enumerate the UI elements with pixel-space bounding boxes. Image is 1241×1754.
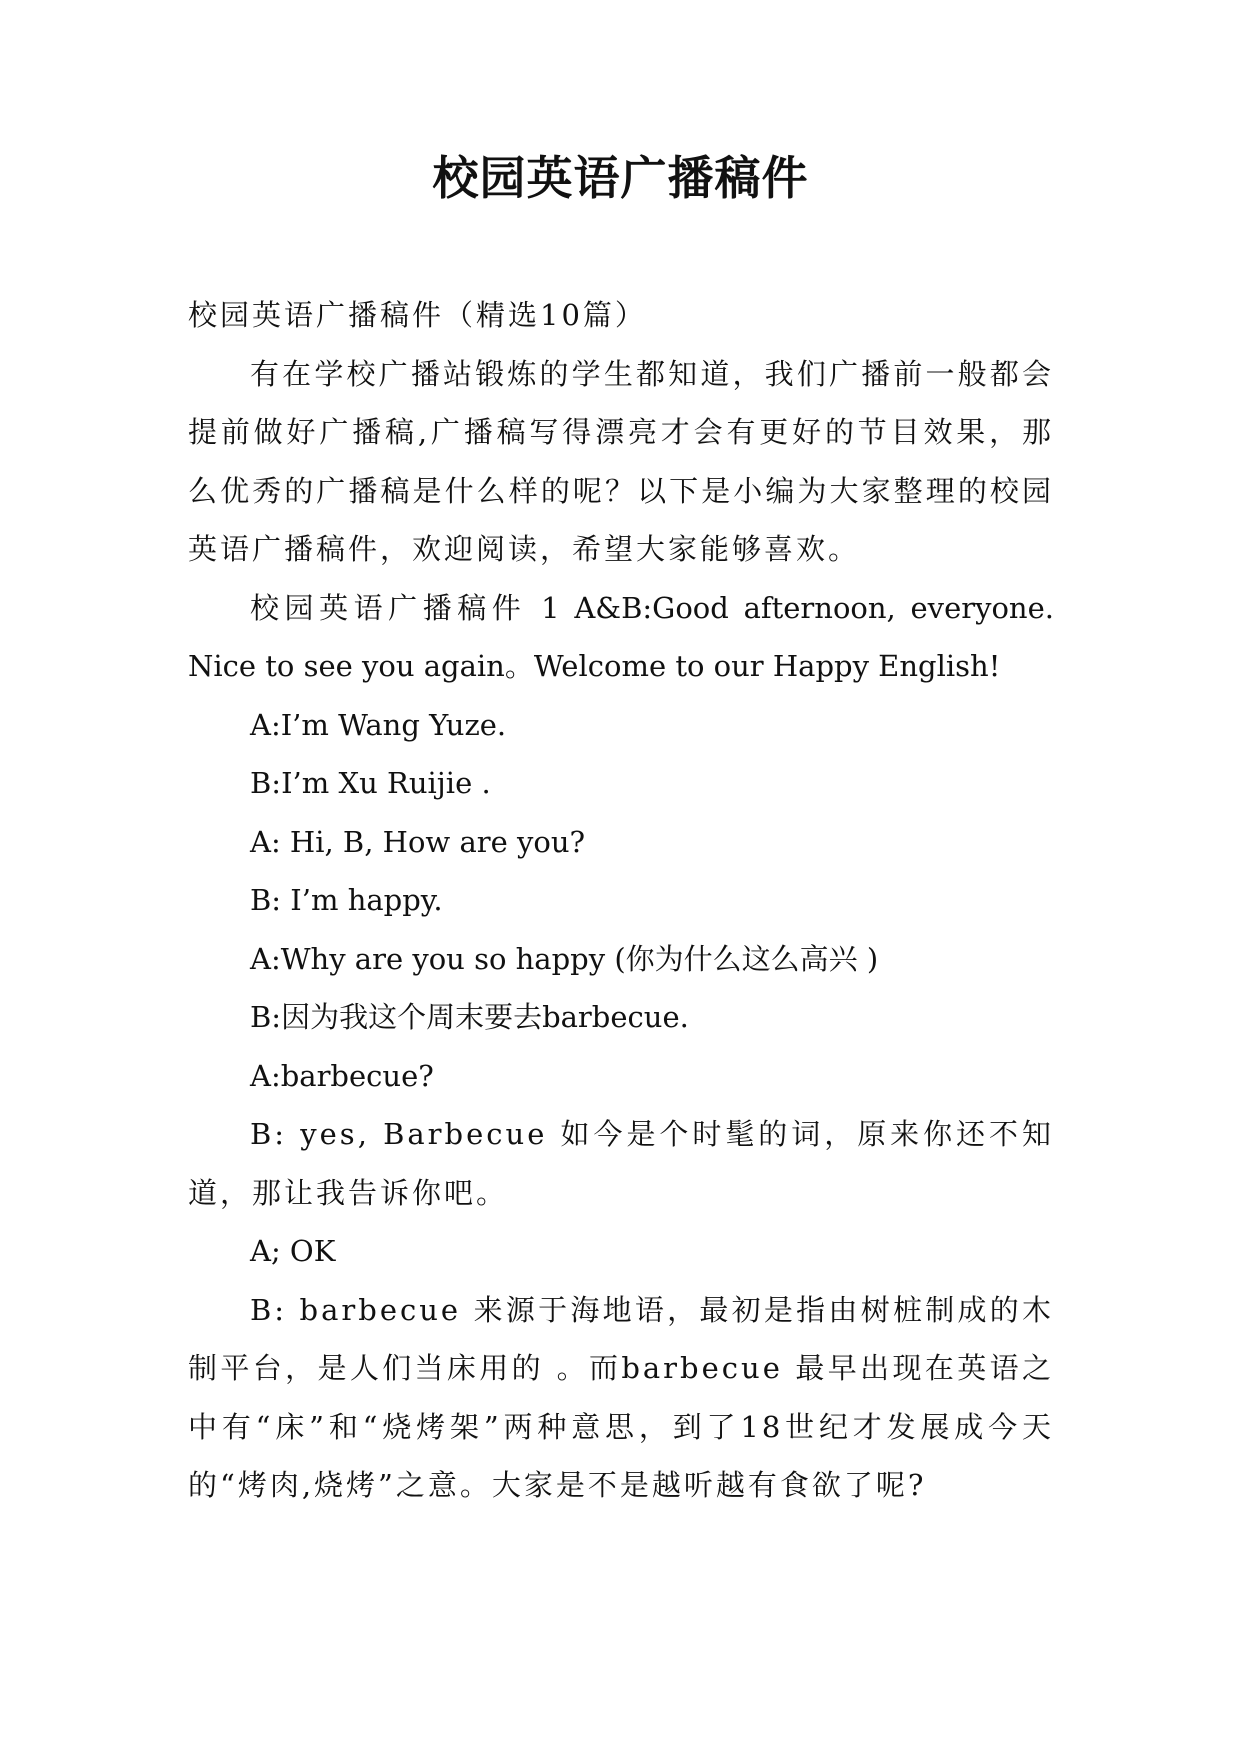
dialogue-line: A: Hi, B, How are you? — [250, 824, 586, 859]
subtitle-paragraph: 校园英语广播稿件（精选10篇） — [188, 298, 647, 332]
dialogue-line: A; OK — [250, 1234, 336, 1268]
dialogue-line: A:barbecue? — [250, 1058, 434, 1093]
dialogue-line: B: yes, Barbecue 如今是个时髦的词，原来你还不知道，那让我告诉你吧。 — [188, 1117, 1054, 1210]
document-body — [188, 286, 1054, 1515]
dialogue-opening-paragraph: 校园英语广播稿件 1 A&B:Good afternoon, everyone. Nice to see you again。Welcome to our Happy English! — [188, 590, 1054, 683]
intro-paragraph: 有在学校广播站锻炼的学生都知道，我们广播前一般都会提前做好广播稿,广播稿写得漂亮才会有更好的节目效果，那么优秀的广播稿是什么样的呢？以下是小编为大家整理的校园英语广播稿件，欢迎阅读，希望大家能够喜欢。 — [188, 356, 1054, 566]
dialogue-line: B: barbecue 来源于海地语，最初是指由树桩制成的木制平台，是人们当床用的 。而barbecue 最早出现在英语之中有“床”和“烧烤架”两种意思，到了18世纪才发展成今天的“烤肉,烧烤”之意。大家是不是越听越有食欲了呢? — [188, 1292, 1054, 1502]
dialogue-line: B:I’m Xu Ruijie . — [250, 766, 491, 800]
dialogue-line: A:I’m Wang Yuze. — [250, 707, 507, 742]
document-title: 校园英语广播稿件 — [432, 151, 809, 205]
dialogue-line: A:Why are you so happy (你为什么这么高兴 ) — [250, 941, 879, 976]
dialogue-line: B: I’m happy. — [250, 883, 443, 917]
dialogue-line: B:因为我这个周末要去barbecue. — [250, 1000, 689, 1034]
